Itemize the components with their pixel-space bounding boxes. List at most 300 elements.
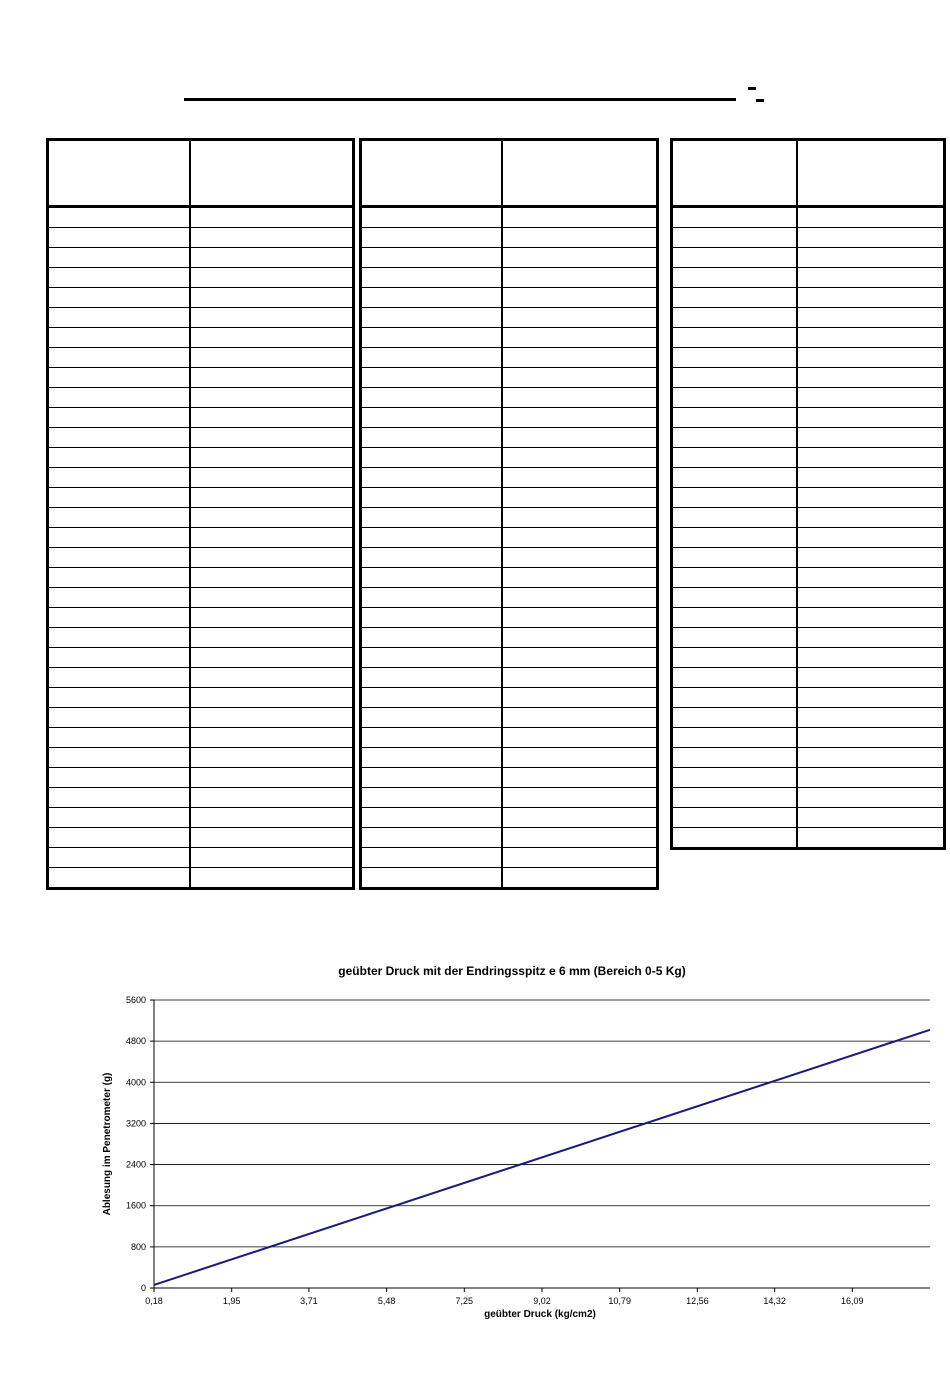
table-cell[interactable] — [48, 548, 190, 568]
table-cell[interactable] — [797, 308, 945, 328]
table-cell[interactable] — [48, 368, 190, 388]
table-cell[interactable] — [190, 768, 354, 788]
table-cell[interactable] — [361, 688, 502, 708]
table-cell[interactable] — [797, 828, 945, 849]
table-cell[interactable] — [48, 348, 190, 368]
table-row — [361, 508, 658, 528]
table-cell[interactable] — [48, 588, 190, 608]
table-cell[interactable] — [361, 768, 502, 788]
table-cell[interactable] — [361, 388, 502, 408]
table-cell[interactable] — [672, 608, 797, 628]
table-cell[interactable] — [361, 488, 502, 508]
table-cell[interactable] — [48, 768, 190, 788]
table-row — [48, 548, 354, 568]
table-row — [361, 268, 658, 288]
table-cell[interactable] — [502, 268, 658, 288]
table-row — [361, 228, 658, 248]
table-cell[interactable] — [502, 248, 658, 268]
table-cell[interactable] — [797, 808, 945, 828]
table-cell[interactable] — [190, 408, 354, 428]
table-cell[interactable] — [190, 668, 354, 688]
table-cell[interactable] — [361, 788, 502, 808]
table-cell[interactable] — [190, 268, 354, 288]
table-row — [672, 708, 945, 728]
table-cell[interactable] — [48, 288, 190, 308]
table-cell[interactable] — [361, 568, 502, 588]
table-cell[interactable] — [361, 207, 502, 228]
table-row — [361, 488, 658, 508]
table-row — [48, 628, 354, 648]
table-cell[interactable] — [502, 348, 658, 368]
table-row — [361, 528, 658, 548]
table-cell[interactable] — [672, 328, 797, 348]
table-row — [672, 207, 945, 228]
table-row — [672, 508, 945, 528]
x-tick-label: 14,32 — [763, 1296, 786, 1306]
table-cell[interactable] — [797, 248, 945, 268]
table-cell[interactable] — [48, 308, 190, 328]
table-cell[interactable] — [190, 468, 354, 488]
table-cell[interactable] — [48, 808, 190, 828]
table-cell[interactable] — [48, 328, 190, 348]
table-cell[interactable] — [190, 688, 354, 708]
table-cell[interactable] — [361, 268, 502, 288]
table-row — [672, 308, 945, 328]
table-cell[interactable] — [190, 308, 354, 328]
table-cell[interactable] — [361, 408, 502, 428]
gridlines — [154, 1000, 930, 1247]
table-row — [361, 368, 658, 388]
table-row — [672, 548, 945, 568]
table-cell[interactable] — [502, 668, 658, 688]
table-cell[interactable] — [672, 468, 797, 488]
table-row — [361, 288, 658, 308]
table-cell[interactable] — [672, 308, 797, 328]
table-cell[interactable] — [672, 588, 797, 608]
table-cell[interactable] — [48, 528, 190, 548]
table-cell[interactable] — [361, 628, 502, 648]
table-cell[interactable] — [502, 848, 658, 868]
table-cell[interactable] — [797, 788, 945, 808]
table-row — [361, 388, 658, 408]
table-row — [48, 688, 354, 708]
table-row — [672, 808, 945, 828]
table-row — [672, 408, 945, 428]
table-cell[interactable] — [672, 508, 797, 528]
table-cell[interactable] — [190, 628, 354, 648]
table-cell[interactable] — [502, 748, 658, 768]
table-cell[interactable] — [361, 228, 502, 248]
table-cell[interactable] — [672, 768, 797, 788]
table-cell[interactable] — [48, 448, 190, 468]
table-cell[interactable] — [502, 548, 658, 568]
table-cell[interactable] — [361, 808, 502, 828]
table-cell[interactable] — [48, 748, 190, 768]
table-cell[interactable] — [797, 207, 945, 228]
table-row — [48, 588, 354, 608]
table-cell[interactable] — [190, 568, 354, 588]
table-cell[interactable] — [797, 548, 945, 568]
table-cell[interactable] — [672, 548, 797, 568]
table-row — [361, 848, 658, 868]
table-cell[interactable] — [361, 308, 502, 328]
table-row — [672, 668, 945, 688]
table-cell[interactable] — [361, 648, 502, 668]
table-cell[interactable] — [672, 368, 797, 388]
table-cell[interactable] — [502, 488, 658, 508]
table-cell[interactable] — [502, 788, 658, 808]
y-tick-label: 4800 — [125, 1036, 146, 1047]
table-cell[interactable] — [672, 748, 797, 768]
table-cell[interactable] — [797, 328, 945, 348]
table-cell[interactable] — [361, 868, 502, 889]
table-row — [48, 508, 354, 528]
table-row — [48, 388, 354, 408]
table-cell[interactable] — [361, 728, 502, 748]
line-chart — [0, 950, 950, 1350]
table-cell[interactable] — [672, 688, 797, 708]
table-header-cell — [672, 140, 797, 207]
y-tick-label: 1600 — [125, 1200, 146, 1211]
table-cell[interactable] — [502, 688, 658, 708]
table-right — [670, 138, 946, 850]
table-cell[interactable] — [361, 528, 502, 548]
table-row — [48, 328, 354, 348]
table-cell[interactable] — [190, 548, 354, 568]
table-cell[interactable] — [797, 348, 945, 368]
table-cell[interactable] — [48, 248, 190, 268]
table-cell[interactable] — [502, 468, 658, 488]
table-cell[interactable] — [190, 228, 354, 248]
table-cell[interactable] — [361, 748, 502, 768]
title-underline — [184, 98, 736, 101]
table-cell[interactable] — [190, 248, 354, 268]
table-cell[interactable] — [672, 248, 797, 268]
table-cell[interactable] — [48, 848, 190, 868]
table-cell[interactable] — [361, 608, 502, 628]
table-cell[interactable] — [361, 368, 502, 388]
table-row — [672, 768, 945, 788]
table-row — [48, 808, 354, 828]
table-cell[interactable] — [502, 207, 658, 228]
table-cell[interactable] — [48, 688, 190, 708]
table-cell[interactable] — [502, 528, 658, 548]
table-cell[interactable] — [797, 488, 945, 508]
table-row — [48, 488, 354, 508]
table-row — [672, 748, 945, 768]
table-cell[interactable] — [48, 668, 190, 688]
table-cell[interactable] — [48, 828, 190, 848]
table-cell[interactable] — [797, 448, 945, 468]
table-row — [672, 388, 945, 408]
y-tick-label: 5600 — [125, 995, 146, 1005]
table-cell[interactable] — [190, 588, 354, 608]
table-cell[interactable] — [48, 568, 190, 588]
table-cell[interactable] — [672, 708, 797, 728]
table-cell[interactable] — [672, 728, 797, 748]
table-cell[interactable] — [672, 228, 797, 248]
table-cell[interactable] — [190, 868, 354, 889]
table-cell[interactable] — [797, 748, 945, 768]
table-row — [361, 428, 658, 448]
table-cell[interactable] — [797, 428, 945, 448]
table-row — [48, 268, 354, 288]
table-cell[interactable] — [361, 708, 502, 728]
table-cell[interactable] — [672, 628, 797, 648]
table-cell[interactable] — [48, 468, 190, 488]
y-tick-label: 2400 — [125, 1159, 146, 1170]
table-cell[interactable] — [361, 468, 502, 488]
table-cell[interactable] — [48, 268, 190, 288]
y-tick-label: 0 — [140, 1283, 146, 1293]
table-row — [672, 448, 945, 468]
table-cell[interactable] — [797, 508, 945, 528]
table-cell[interactable] — [190, 207, 354, 228]
table-row — [48, 868, 354, 889]
table-cell[interactable] — [797, 628, 945, 648]
y-tick-label: 3200 — [125, 1118, 146, 1129]
table-left — [46, 138, 355, 890]
table-cell[interactable] — [502, 708, 658, 728]
y-axis-ticks — [126, 995, 154, 1293]
table-cell[interactable] — [672, 388, 797, 408]
table-row — [48, 788, 354, 808]
table-cell[interactable] — [672, 268, 797, 288]
table-cell[interactable] — [361, 248, 502, 268]
table-cell[interactable] — [502, 368, 658, 388]
table-cell[interactable] — [361, 328, 502, 348]
x-axis-ticks — [145, 1288, 863, 1306]
table-cell[interactable] — [48, 728, 190, 748]
table-cell[interactable] — [502, 568, 658, 588]
table-cell[interactable] — [502, 448, 658, 468]
table-row — [672, 248, 945, 268]
table-cell[interactable] — [48, 508, 190, 528]
table-row — [361, 868, 658, 889]
table-cell[interactable] — [672, 288, 797, 308]
table-row — [672, 528, 945, 548]
table-row — [48, 448, 354, 468]
table-cell[interactable] — [502, 428, 658, 448]
table-middle — [359, 138, 659, 890]
table-cell[interactable] — [502, 508, 658, 528]
table-cell[interactable] — [190, 748, 354, 768]
table-row — [361, 328, 658, 348]
table-cell[interactable] — [672, 408, 797, 428]
table-cell[interactable] — [190, 488, 354, 508]
table-row — [672, 368, 945, 388]
table-cell[interactable] — [672, 828, 797, 849]
table-cell[interactable] — [190, 368, 354, 388]
table-cell[interactable] — [797, 268, 945, 288]
table-cell[interactable] — [797, 528, 945, 548]
table-header-cell — [502, 140, 658, 207]
table-cell[interactable] — [797, 408, 945, 428]
table-cell[interactable] — [797, 668, 945, 688]
table-cell[interactable] — [190, 808, 354, 828]
table-cell[interactable] — [502, 768, 658, 788]
table-row — [361, 668, 658, 688]
table-cell[interactable] — [502, 808, 658, 828]
table-cell[interactable] — [361, 548, 502, 568]
table-cell[interactable] — [190, 728, 354, 748]
table-cell[interactable] — [48, 608, 190, 628]
table-row — [361, 468, 658, 488]
table-cell[interactable] — [672, 448, 797, 468]
table-cell[interactable] — [48, 628, 190, 648]
table-cell[interactable] — [48, 488, 190, 508]
table-cell[interactable] — [502, 628, 658, 648]
table-row — [48, 468, 354, 488]
table-row — [672, 648, 945, 668]
table-cell[interactable] — [672, 668, 797, 688]
table-cell[interactable] — [190, 788, 354, 808]
table-cell[interactable] — [797, 228, 945, 248]
table-cell[interactable] — [797, 588, 945, 608]
table-cell[interactable] — [797, 728, 945, 748]
table-cell[interactable] — [190, 508, 354, 528]
table-row — [672, 728, 945, 748]
table-cell[interactable] — [361, 668, 502, 688]
x-tick-label: 12,56 — [686, 1296, 709, 1306]
table-row — [672, 588, 945, 608]
table-cell[interactable] — [502, 728, 658, 748]
table-cell[interactable] — [361, 348, 502, 368]
table-row — [48, 428, 354, 448]
table-header-row — [361, 140, 658, 207]
table-header-cell — [361, 140, 502, 207]
table-cell[interactable] — [797, 688, 945, 708]
table-cell[interactable] — [48, 428, 190, 448]
table-cell[interactable] — [797, 388, 945, 408]
table-cell[interactable] — [797, 288, 945, 308]
x-tick-label: 0,18 — [145, 1296, 163, 1306]
table-header-cell — [797, 140, 945, 207]
table-cell[interactable] — [672, 808, 797, 828]
table-cell[interactable] — [190, 708, 354, 728]
table-row — [361, 688, 658, 708]
table-cell[interactable] — [48, 708, 190, 728]
table-cell[interactable] — [672, 568, 797, 588]
table-cell[interactable] — [797, 648, 945, 668]
table-cell[interactable] — [190, 528, 354, 548]
x-tick-label: 5,48 — [377, 1296, 396, 1306]
table-cell[interactable] — [361, 848, 502, 868]
table-row — [672, 268, 945, 288]
table-row — [361, 448, 658, 468]
table-cell[interactable] — [190, 288, 354, 308]
table-cell[interactable] — [190, 448, 354, 468]
table-cell[interactable] — [48, 408, 190, 428]
table-cell[interactable] — [502, 228, 658, 248]
table-row — [361, 788, 658, 808]
table-cell[interactable] — [672, 488, 797, 508]
table-cell[interactable] — [190, 648, 354, 668]
x-tick-label: 1,95 — [222, 1296, 241, 1306]
table-cell[interactable] — [502, 408, 658, 428]
table-cell[interactable] — [190, 388, 354, 408]
table-cell[interactable] — [672, 788, 797, 808]
table-cell[interactable] — [190, 348, 354, 368]
table-row — [48, 708, 354, 728]
table-cell[interactable] — [502, 868, 658, 889]
table-header-row — [48, 140, 354, 207]
table-cell[interactable] — [48, 788, 190, 808]
table-row — [48, 568, 354, 588]
table-cell[interactable] — [48, 228, 190, 248]
table-cell[interactable] — [190, 848, 354, 868]
table-header-cell — [190, 140, 354, 207]
table-cell[interactable] — [48, 648, 190, 668]
table-cell[interactable] — [797, 768, 945, 788]
table-cell[interactable] — [502, 588, 658, 608]
table-row — [361, 408, 658, 428]
table-cell[interactable] — [502, 328, 658, 348]
table-row — [361, 628, 658, 648]
table-cell[interactable] — [797, 368, 945, 388]
table-cell[interactable] — [190, 608, 354, 628]
table-cell[interactable] — [502, 828, 658, 848]
table-row — [361, 248, 658, 268]
table-cell[interactable] — [48, 207, 190, 228]
table-cell[interactable] — [502, 608, 658, 628]
table-cell[interactable] — [797, 468, 945, 488]
table-cell[interactable] — [361, 508, 502, 528]
table-cell[interactable] — [361, 588, 502, 608]
table-row — [48, 828, 354, 848]
table-cell[interactable] — [797, 568, 945, 588]
table-cell[interactable] — [48, 388, 190, 408]
table-cell[interactable] — [48, 868, 190, 889]
table-row — [361, 648, 658, 668]
table-cell[interactable] — [361, 448, 502, 468]
table-cell[interactable] — [672, 648, 797, 668]
table-cell[interactable] — [502, 288, 658, 308]
table-row — [361, 608, 658, 628]
table-row — [48, 288, 354, 308]
table-cell[interactable] — [672, 207, 797, 228]
x-tick-label: 9,02 — [533, 1296, 551, 1306]
table-row — [48, 308, 354, 328]
table-cell[interactable] — [361, 828, 502, 848]
table-cell[interactable] — [502, 648, 658, 668]
table-cell[interactable] — [190, 428, 354, 448]
table-row — [361, 768, 658, 788]
table-row — [361, 828, 658, 848]
table-cell[interactable] — [190, 828, 354, 848]
x-tick-label: 10,79 — [608, 1296, 631, 1306]
table-row — [48, 207, 354, 228]
table-cell[interactable] — [361, 288, 502, 308]
table-row — [361, 708, 658, 728]
table-row — [48, 608, 354, 628]
y-tick-label: 800 — [130, 1241, 146, 1252]
table-cell[interactable] — [361, 428, 502, 448]
table-cell[interactable] — [797, 708, 945, 728]
table-cell[interactable] — [190, 328, 354, 348]
table-header-cell — [48, 140, 190, 207]
table-cell[interactable] — [502, 388, 658, 408]
table-cell[interactable] — [797, 608, 945, 628]
table-cell[interactable] — [672, 528, 797, 548]
table-cell[interactable] — [672, 348, 797, 368]
table-cell[interactable] — [672, 428, 797, 448]
dash-mark-upper — [748, 87, 756, 90]
table-cell[interactable] — [502, 308, 658, 328]
table-row — [48, 728, 354, 748]
table-row — [672, 288, 945, 308]
x-tick-label: 7,25 — [455, 1296, 474, 1306]
